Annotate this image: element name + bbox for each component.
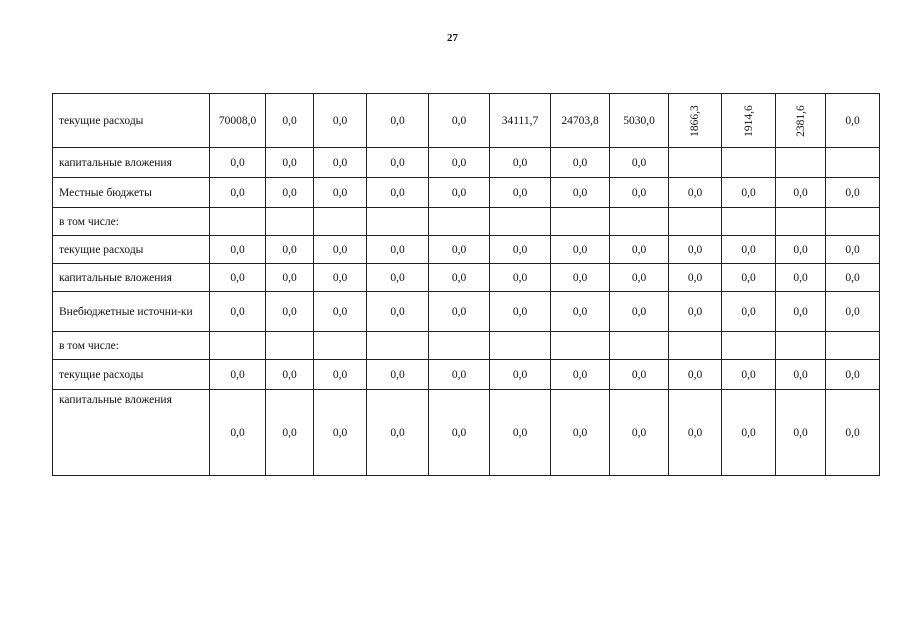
table-cell (314, 390, 367, 476)
table-cell (367, 390, 429, 476)
cell-value: 0,0 (687, 271, 703, 284)
cell-value: 0,0 (845, 368, 860, 381)
capital-investments-label: капитальные вложения (53, 264, 210, 292)
current-expenses-label: текущие расходы (53, 236, 210, 264)
cell-value: 0,0 (741, 271, 756, 284)
table-cell (314, 94, 367, 148)
cell-value: 0,0 (230, 426, 245, 439)
table-cell (490, 292, 551, 332)
table-cell (610, 360, 669, 390)
table-cell (367, 148, 429, 178)
current-expenses-label: текущие расходы (53, 360, 210, 390)
table-cell (610, 236, 669, 264)
cell-value: 0,0 (282, 305, 297, 318)
table-cell (610, 292, 669, 332)
cell-value: 2381,6 (794, 104, 807, 137)
table-cell (367, 360, 429, 390)
table-cell (490, 178, 551, 208)
table-cell (669, 178, 722, 208)
table-cell (551, 178, 610, 208)
cell-value: 0,0 (390, 243, 405, 256)
table-cell (610, 332, 669, 360)
cell-value: 1914,6 (742, 104, 755, 137)
table-cell (669, 208, 722, 236)
table-cell (776, 332, 826, 360)
table-cell (610, 208, 669, 236)
cell-value: 0,0 (572, 271, 588, 284)
table-cell (610, 94, 669, 148)
table-cell (722, 360, 776, 390)
table-cell (826, 264, 880, 292)
table-cell (266, 178, 314, 208)
table-cell (610, 178, 669, 208)
table-cell (490, 360, 551, 390)
table-cell (722, 390, 776, 476)
table-cell (210, 178, 266, 208)
cell-value: 0,0 (631, 156, 647, 169)
table-row (53, 208, 880, 236)
table-cell (722, 332, 776, 360)
table-cell (551, 360, 610, 390)
cell-value: 0,0 (572, 426, 588, 439)
cell-value: 0,0 (793, 243, 808, 256)
cell-value: 0,0 (282, 114, 297, 127)
cell-value: 0,0 (451, 156, 467, 169)
table-cell (429, 264, 490, 292)
cell-value: 0,0 (845, 271, 860, 284)
cell-value: 0,0 (230, 305, 245, 318)
table-cell (210, 360, 266, 390)
table-cell (669, 332, 722, 360)
table-cell (490, 264, 551, 292)
cell-value: 0,0 (390, 186, 405, 199)
cell-value: 34111,7 (501, 114, 539, 127)
cell-value: 0,0 (390, 368, 405, 381)
table-cell (826, 148, 880, 178)
cell-value: 0,0 (451, 186, 467, 199)
table-cell (722, 208, 776, 236)
table-cell (266, 208, 314, 236)
cell-value: 0,0 (332, 426, 348, 439)
cell-value: 0,0 (282, 243, 297, 256)
table-cell (314, 264, 367, 292)
table-body (53, 94, 880, 476)
table-cell (551, 148, 610, 178)
cell-value: 0,0 (332, 271, 348, 284)
cell-value: 0,0 (332, 368, 348, 381)
table-cell (669, 236, 722, 264)
cell-value: 0,0 (793, 186, 808, 199)
cell-value: 0,0 (332, 156, 348, 169)
capital-investments-label: капитальные вложения (53, 390, 210, 476)
cell-value: 5030,0 (623, 114, 655, 127)
table-row (53, 332, 880, 360)
table-cell (429, 332, 490, 360)
table-cell (429, 390, 490, 476)
table-cell (610, 390, 669, 476)
table-cell (776, 236, 826, 264)
cell-value: 0,0 (390, 426, 405, 439)
capital-investments-label: капитальные вложения (53, 148, 210, 178)
cell-value: 1866,3 (689, 104, 701, 137)
page-number: 27 (447, 32, 458, 44)
table-cell (722, 94, 776, 148)
table-cell (314, 178, 367, 208)
table-cell (314, 332, 367, 360)
table-cell (429, 208, 490, 236)
table-cell (210, 208, 266, 236)
cell-value: 0,0 (512, 426, 528, 439)
cell-value: 0,0 (687, 305, 703, 318)
table-cell (722, 178, 776, 208)
cell-value: 0,0 (631, 243, 647, 256)
cell-value: 0,0 (631, 426, 647, 439)
cell-value: 0,0 (332, 186, 348, 199)
table-cell (669, 94, 722, 148)
table-cell (722, 292, 776, 332)
table-cell (826, 236, 880, 264)
table-cell (669, 292, 722, 332)
cell-value: 0,0 (390, 305, 405, 318)
table-cell (266, 236, 314, 264)
table-cell (367, 178, 429, 208)
cell-value: 0,0 (741, 305, 756, 318)
table-cell (776, 360, 826, 390)
table-cell (669, 148, 722, 178)
cell-value: 0,0 (512, 156, 528, 169)
table-cell (314, 236, 367, 264)
table-cell (551, 208, 610, 236)
current-expenses-label: текущие расходы (53, 94, 210, 148)
cell-value: 0,0 (390, 114, 405, 127)
table-row (53, 94, 880, 148)
table-cell (429, 292, 490, 332)
table-cell (429, 360, 490, 390)
table-cell (210, 236, 266, 264)
table-cell (210, 292, 266, 332)
cell-value: 0,0 (332, 114, 348, 127)
table-cell (776, 148, 826, 178)
table-cell (367, 332, 429, 360)
table-cell (490, 332, 551, 360)
cell-value: 0,0 (332, 243, 348, 256)
table-cell (551, 292, 610, 332)
extrabudgetary-sources-label: Внебюджетные источни-ки (53, 292, 210, 332)
table-cell (314, 208, 367, 236)
table-row (53, 390, 880, 476)
cell-value: 0,0 (282, 156, 297, 169)
table-cell (610, 264, 669, 292)
table-cell (429, 94, 490, 148)
cell-value: 0,0 (512, 271, 528, 284)
table-cell (210, 94, 266, 148)
table-cell (429, 178, 490, 208)
table-cell (551, 332, 610, 360)
table-cell (722, 236, 776, 264)
cell-value: 0,0 (687, 243, 703, 256)
cell-value: 0,0 (451, 426, 467, 439)
cell-value: 0,0 (793, 426, 808, 439)
table-cell (429, 148, 490, 178)
table-cell (826, 208, 880, 236)
cell-value: 0,0 (332, 305, 348, 318)
cell-value: 0,0 (793, 271, 808, 284)
table-cell (826, 178, 880, 208)
cell-value: 0,0 (451, 271, 467, 284)
cell-value: 0,0 (572, 243, 588, 256)
table-cell (314, 148, 367, 178)
table-cell (266, 292, 314, 332)
cell-value: 0,0 (845, 243, 860, 256)
table-cell (266, 264, 314, 292)
table-cell (669, 264, 722, 292)
table-cell (551, 94, 610, 148)
table-cell (776, 390, 826, 476)
cell-value: 0,0 (687, 186, 703, 199)
table-cell (490, 390, 551, 476)
cell-value: 0,0 (451, 243, 467, 256)
cell-value: 0,0 (687, 368, 703, 381)
table-row (53, 264, 880, 292)
table-row (53, 360, 880, 390)
table-cell (266, 94, 314, 148)
table-cell (669, 360, 722, 390)
cell-value: 0,0 (631, 305, 647, 318)
table-cell (266, 360, 314, 390)
cell-value: 0,0 (845, 305, 860, 318)
cell-value: 0,0 (845, 426, 860, 439)
table-cell (367, 236, 429, 264)
table-cell (776, 264, 826, 292)
cell-value: 0,0 (282, 186, 297, 199)
table-cell (266, 390, 314, 476)
budget-table (52, 93, 880, 476)
table-row (53, 236, 880, 264)
cell-value: 24703,8 (561, 114, 599, 127)
cell-value: 0,0 (230, 271, 245, 284)
cell-value: 0,0 (512, 243, 528, 256)
cell-value: 0,0 (512, 368, 528, 381)
cell-value: 0,0 (451, 114, 467, 127)
cell-value: 0,0 (282, 368, 297, 381)
table-cell (490, 236, 551, 264)
local-budgets-label: Местные бюджеты (53, 178, 210, 208)
cell-value: 0,0 (451, 368, 467, 381)
cell-value: 0,0 (230, 156, 245, 169)
table-cell (367, 94, 429, 148)
cell-value: 0,0 (572, 186, 588, 199)
table-cell (367, 264, 429, 292)
cell-value: 0,0 (230, 368, 245, 381)
cell-value: 0,0 (230, 243, 245, 256)
table-cell (266, 148, 314, 178)
table-cell (210, 148, 266, 178)
table-cell (490, 208, 551, 236)
table-cell (266, 332, 314, 360)
table-row (53, 178, 880, 208)
table-cell (551, 390, 610, 476)
cell-value: 0,0 (390, 271, 405, 284)
cell-value: 0,0 (230, 186, 245, 199)
cell-value: 0,0 (282, 271, 297, 284)
cell-value: 0,0 (512, 305, 528, 318)
table-cell (826, 390, 880, 476)
table-cell (551, 264, 610, 292)
table-cell (314, 292, 367, 332)
cell-value: 70008,0 (218, 114, 257, 127)
cell-value: 0,0 (845, 114, 860, 127)
cell-value: 0,0 (631, 368, 647, 381)
cell-value: 0,0 (741, 186, 756, 199)
table-cell (210, 332, 266, 360)
cell-value: 0,0 (512, 186, 528, 199)
table-cell (722, 264, 776, 292)
table-cell (776, 292, 826, 332)
table-cell (210, 264, 266, 292)
table-cell (490, 148, 551, 178)
cell-value: 0,0 (741, 368, 756, 381)
table-cell (551, 236, 610, 264)
table-cell (367, 292, 429, 332)
table-row (53, 148, 880, 178)
table-cell (210, 390, 266, 476)
table-cell (776, 178, 826, 208)
table-cell (826, 292, 880, 332)
table-row (53, 292, 880, 332)
table-cell (826, 94, 880, 148)
table-cell (669, 390, 722, 476)
including-label: в том числе: (53, 208, 210, 236)
cell-value: 0,0 (572, 156, 588, 169)
table-cell (490, 94, 551, 148)
table-cell (429, 236, 490, 264)
cell-value: 0,0 (390, 156, 405, 169)
table-cell (610, 148, 669, 178)
cell-value: 0,0 (793, 368, 808, 381)
cell-value: 0,0 (631, 271, 647, 284)
cell-value: 0,0 (451, 305, 467, 318)
table-cell (776, 94, 826, 148)
table-cell (776, 208, 826, 236)
table-cell (826, 332, 880, 360)
cell-value: 0,0 (793, 305, 808, 318)
cell-value: 0,0 (687, 426, 703, 439)
table-cell (722, 148, 776, 178)
cell-value: 0,0 (631, 186, 647, 199)
table-cell (826, 360, 880, 390)
table-cell (367, 208, 429, 236)
cell-value: 0,0 (741, 426, 756, 439)
including-label: в том числе: (53, 332, 210, 360)
cell-value: 0,0 (741, 243, 756, 256)
cell-value: 0,0 (572, 368, 588, 381)
table-cell (314, 360, 367, 390)
cell-value: 0,0 (282, 426, 297, 439)
cell-value: 0,0 (572, 305, 588, 318)
cell-value: 0,0 (845, 186, 860, 199)
